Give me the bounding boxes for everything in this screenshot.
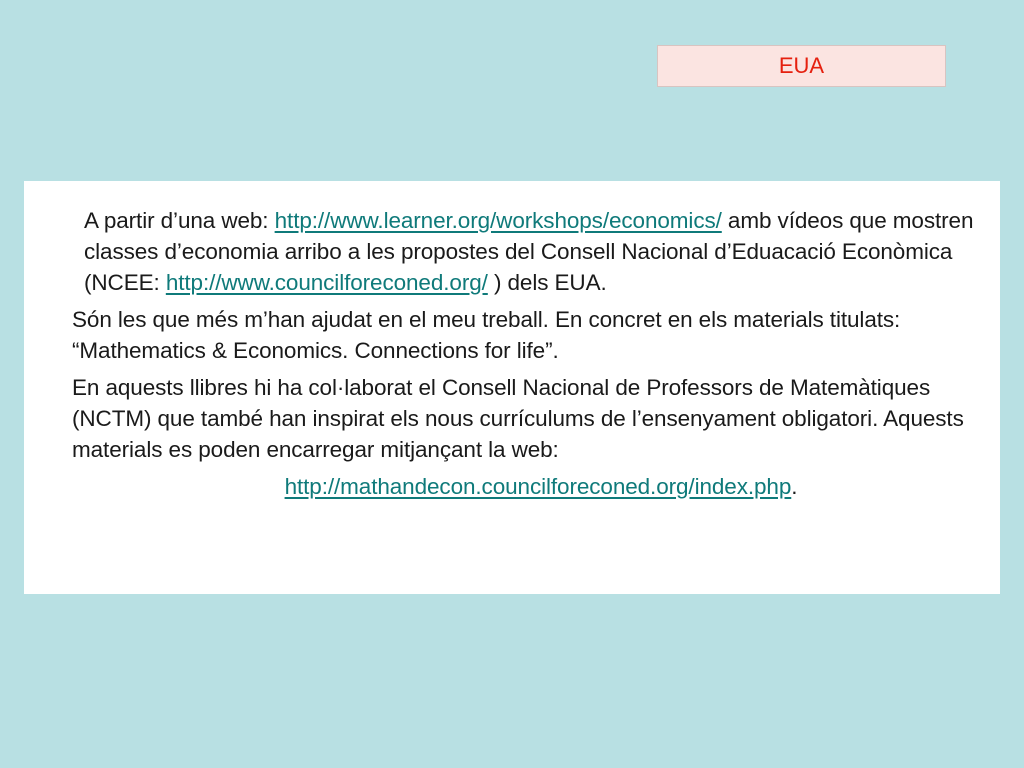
paragraph-order-link <box>72 471 992 502</box>
paragraph-intro <box>84 205 992 298</box>
region-tag <box>657 45 946 87</box>
body-text <box>72 205 992 502</box>
order-link-period: . <box>791 474 798 499</box>
intro-text-start: A partir d’una web: <box>84 208 275 233</box>
councilforeconed-link[interactable]: http://www.councilforeconed.org/ <box>165 270 488 295</box>
mathandecon-link[interactable]: http://mathandecon.councilforeconed.org/index.php <box>284 474 792 499</box>
intro-text-middle: amb vídeos que mostren classes d’economia arribo a les propostes del Consell Nacional d’Eduacació Econòmica (NCEE: <box>84 208 974 295</box>
content-panel <box>24 181 1000 594</box>
learner-org-link[interactable]: http://www.learner.org/workshops/economics/ <box>274 208 722 233</box>
paragraph-materials: Són les que més m’han ajudat en el meu treball. En concret en els materials titulats: “Mathematics & Economics. Connections for life”. <box>72 307 901 363</box>
paragraph-nctm: En aquests llibres hi ha col·laborat el Consell Nacional de Professors de Matemàtiques (NCTM) que també han inspirat els nous currículums de l’ensenyament obligatori. Aquests materials es poden encarregar mitjançant la web: <box>72 375 964 462</box>
region-tag-label: EUA <box>778 53 825 78</box>
intro-text-end: ) dels EUA. <box>487 270 607 295</box>
